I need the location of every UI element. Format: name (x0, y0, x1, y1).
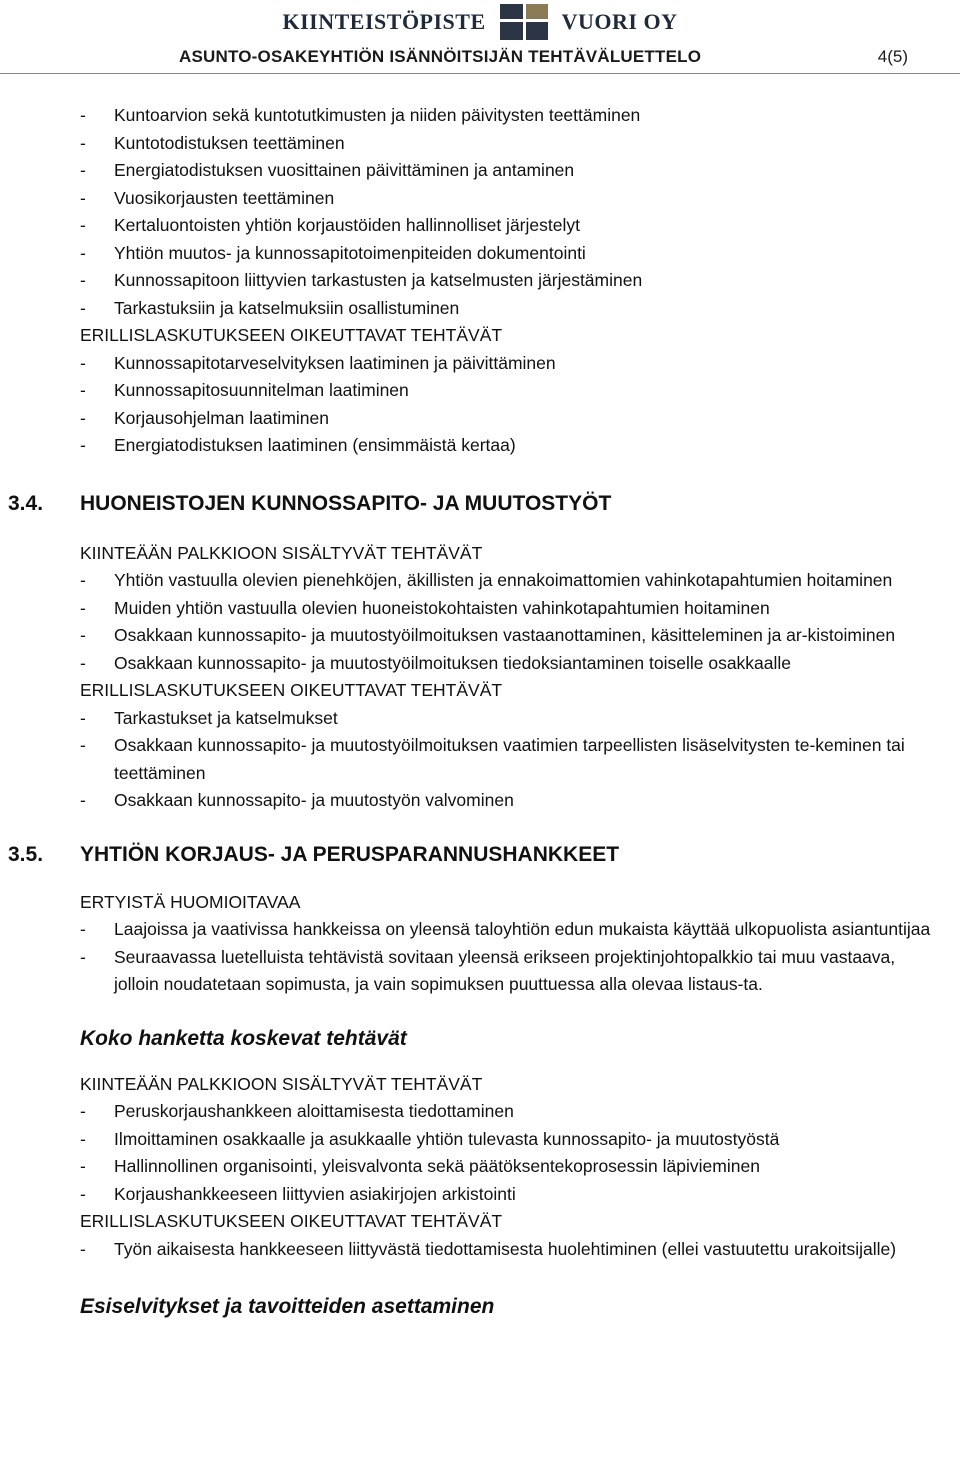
task-list (0, 102, 960, 322)
list-item: - Yhtiön vastuulla olevien pienehköjen, äkillisten ja ennakoimattomien vahinkotapahtumien hoitaminen (80, 570, 893, 590)
subheading-special-notes: ERTYISTÄ HUOMIOITAVAA (80, 891, 301, 912)
list-item: - Vuosikorjausten teettäminen (80, 187, 335, 208)
italic-subsection-heading: Koko hanketta koskevat tehtävät (80, 1026, 407, 1050)
list-item: - Kuntotodistuksen teettäminen (80, 132, 345, 153)
list-item: - Korjausohjelman laatiminen (80, 407, 329, 428)
task-list (0, 705, 960, 815)
list-item: - Osakkaan kunnossapito- ja muutostyön valvominen (80, 790, 514, 810)
subheading-extra-billing: ERILLISLASKUTUKSEEN OIKEUTTAVAT TEHTÄVÄT (80, 1211, 503, 1231)
list-item: - Osakkaan kunnossapito- ja muutostyöilmoituksen vaatimien tarpeellisten lisäselvitysten te-keminen tai teettäminen (80, 735, 905, 783)
section-heading (0, 837, 960, 873)
list-item: - Hallinnollinen organisointi, yleisvalvonta sekä päätöksentekoprosessin läpivieminen (80, 1156, 760, 1176)
list-item: - Tarkastukset ja katselmukset (80, 707, 338, 728)
subheading-fixed-fee: KIINTEÄÄN PALKKIOON SISÄLTYVÄT TEHTÄVÄT (80, 542, 483, 563)
list-item: - Ilmoittaminen osakkaalle ja asukkaalle yhtiön tulevasta kunnossapito- ja muutostyöstä (80, 1128, 780, 1149)
company-brand (0, 2, 960, 42)
header-divider (0, 73, 960, 74)
page-number: 4(5) (877, 47, 908, 66)
list-item: - Energiatodistuksen laatiminen (ensimmäistä kertaa) (80, 435, 516, 455)
section-title: YHTIÖN KORJAUS- JA PERUSPARANNUSHANKKEET (80, 842, 620, 866)
subheading-fixed-fee: KIINTEÄÄN PALKKIOON SISÄLTYVÄT TEHTÄVÄT (80, 1073, 483, 1094)
brand-name-left: KIINTEISTÖPISTE (282, 9, 486, 34)
list-item: - Yhtiön muutos- ja kunnossapitotoimenpiteiden dokumentointi (80, 242, 586, 263)
section-heading (0, 486, 960, 522)
list-item: - Työn aikaisesta hankkeeseen liittyvästä tiedottamisesta huolehtiminen (ellei vastuutettu urakoitsijalle) (80, 1238, 897, 1259)
document-body (0, 102, 960, 1323)
document-title: ASUNTO-OSAKEYHTIÖN ISÄNNÖITSIJÄN TEHTÄVÄLUETTELO (179, 47, 702, 66)
list-item: - Peruskorjaushankkeen aloittamisesta tiedottaminen (80, 1101, 514, 1121)
list-item: - Osakkaan kunnossapito- ja muutostyöilmoituksen vastaanottaminen, käsitteleminen ja ar-kistoiminen (80, 625, 896, 645)
italic-subsection-heading: Esiselvitykset ja tavoitteiden asettaminen (80, 1295, 495, 1318)
task-list (0, 1098, 960, 1208)
list-item: - Energiatodistuksen vuosittainen päivittäminen ja antaminen (80, 160, 575, 180)
task-list (0, 567, 960, 677)
subheading-extra-billing: ERILLISLASKUTUKSEEN OIKEUTTAVAT TEHTÄVÄT (80, 680, 503, 700)
list-item: - Korjaushankkeeseen liittyvien asiakirjojen arkistointi (80, 1183, 516, 1204)
list-item: - Kunnossapitosuunnitelman laatiminen (80, 380, 409, 400)
list-item: - Kertaluontoisten yhtiön korjaustöiden hallinnolliset järjestelyt (80, 215, 580, 235)
section-title: HUONEISTOJEN KUNNOSSAPITO- JA MUUTOSTYÖT (80, 491, 612, 515)
list-item: - Seuraavassa luetelluista tehtävistä sovitaan yleensä erikseen projektinjohtopalkkio tai muu vastaava, jolloin noudatetaan sopimusta, ja vain sopimuksen puuttuessa alla olevaa listaus-ta. (80, 946, 896, 994)
task-list (0, 916, 960, 999)
company-logo-icon (496, 2, 552, 42)
list-item: - Laajoissa ja vaativissa hankkeissa on yleensä taloyhtiön edun mukaista käyttää ulkopuolista asiantuntijaa (80, 919, 931, 939)
brand-name-right: VUORI OY (561, 9, 678, 34)
list-item: - Muiden yhtiön vastuulla olevien huoneistokohtaisten vahinkotapahtumien hoitaminen (80, 597, 770, 618)
list-item: - Kuntoarvion sekä kuntotutkimusten ja niiden päivitysten teettäminen (80, 105, 641, 125)
section-number: 3.4. (8, 491, 44, 515)
task-list (0, 350, 960, 460)
list-item: - Osakkaan kunnossapito- ja muutostyöilmoituksen tiedoksiantaminen toiselle osakkaalle (80, 652, 792, 673)
subheading-extra-billing: ERILLISLASKUTUKSEEN OIKEUTTAVAT TEHTÄVÄT (80, 325, 503, 345)
list-item: - Kunnossapitoon liittyvien tarkastusten ja katselmusten järjestäminen (80, 270, 643, 290)
section-number: 3.5. (8, 842, 44, 866)
list-item: - Tarkastuksiin ja katselmuksiin osallistuminen (80, 297, 460, 318)
list-item: - Kunnossapitotarveselvityksen laatiminen ja päivittäminen (80, 352, 556, 373)
task-list (0, 1236, 960, 1264)
